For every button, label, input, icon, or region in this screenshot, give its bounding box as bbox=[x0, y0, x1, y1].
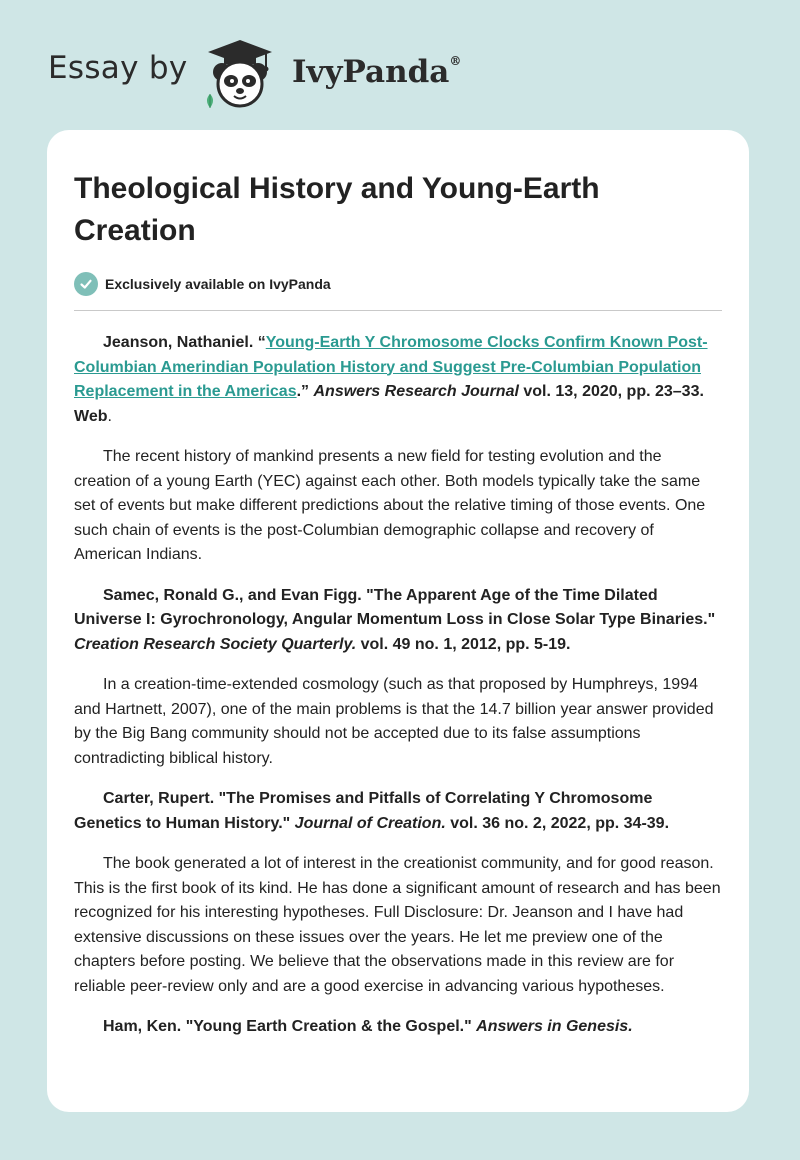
page-title: Theological History and Young-Earth Creation bbox=[74, 172, 600, 247]
reference-entry: Jeanson, Nathaniel. “Young-Earth Y Chromosome Clocks Confirm Known Post-Columbian Amerindian Population History and Suggest Pre-Columbian Population Replacement in the Americas.” Answers Research Journal vol. 13, 2020, pp. 23–33. Web. bbox=[74, 334, 708, 425]
exclusive-badge bbox=[74, 272, 722, 296]
journal-name: Journal of Creation. bbox=[294, 814, 446, 832]
reference-entry: Samec, Ronald G., and Evan Figg. "The Apparent Age of the Time Dilated Universe I: Gyrochronology, Angular Momentum Loss in Close Solar Type Binaries." Creation Research Society Quarterly. vol. 49 no. 1, 2012, pp. 5-19. bbox=[74, 586, 716, 653]
badge-label: Exclusively available on IvyPanda bbox=[105, 276, 331, 292]
essay-by-label: Essay by bbox=[48, 50, 188, 86]
reference-entry: Ham, Ken. "Young Earth Creation & the Gospel." Answers in Genesis. bbox=[103, 1018, 633, 1035]
summary-paragraph: In a creation-time-extended cosmology (such as that proposed by Humphreys, 1994 and Hartnett, 2007), one of the main problems is that the 14.7 billion year answer provided by the Big Bang community should not be accepted due to its false assumptions contradicting biblical history. bbox=[74, 676, 714, 767]
brand-name[interactable]: IvyPanda® bbox=[292, 53, 462, 90]
registered-mark: ® bbox=[449, 53, 462, 68]
site-header bbox=[0, 0, 800, 130]
journal-name: Creation Research Society Quarterly. bbox=[74, 635, 357, 653]
panda-graduate-icon[interactable] bbox=[200, 34, 280, 110]
journal-name: Answers in Genesis. bbox=[476, 1018, 633, 1035]
check-circle-icon bbox=[74, 272, 98, 296]
reference-entry: Carter, Rupert. "The Promises and Pitfalls of Correlating Y Chromosome Genetics to Human History." Journal of Creation. vol. 36 no. 2, 2022, pp. 34-39. bbox=[74, 790, 670, 832]
essay-card bbox=[47, 130, 749, 1112]
divider bbox=[74, 310, 722, 311]
bibliography bbox=[74, 331, 722, 1040]
summary-paragraph: The recent history of mankind presents a new field for testing evolution and the creation of a young Earth (YEC) against each other. Both models typically take the same set of events but make different predictions about the relative timing of those events. One such chain of events is the post-Columbian demographic collapse and recovery of American Indians. bbox=[74, 448, 706, 563]
reference-link[interactable]: Young-Earth Y Chromosome Clocks Confirm Known Post-Columbian Amerindian Population History and Suggest Pre-Columbian Population Replacement in the Americas bbox=[74, 334, 708, 400]
summary-paragraph: The book generated a lot of interest in the creationist community, and for good reason. This is the first book of its kind. He has done a significant amount of research and has been recognized for his interesting hypotheses. Full Disclosure: Dr. Jeanson and I have had extensive discussions on these issues over the years. He let me preview one of the chapters before posting. We believe that the observations made in this review are for reliable peer-review only and are a good exercise in advancing various hypotheses. bbox=[74, 855, 721, 995]
journal-name: Answers Research Journal bbox=[313, 383, 519, 400]
